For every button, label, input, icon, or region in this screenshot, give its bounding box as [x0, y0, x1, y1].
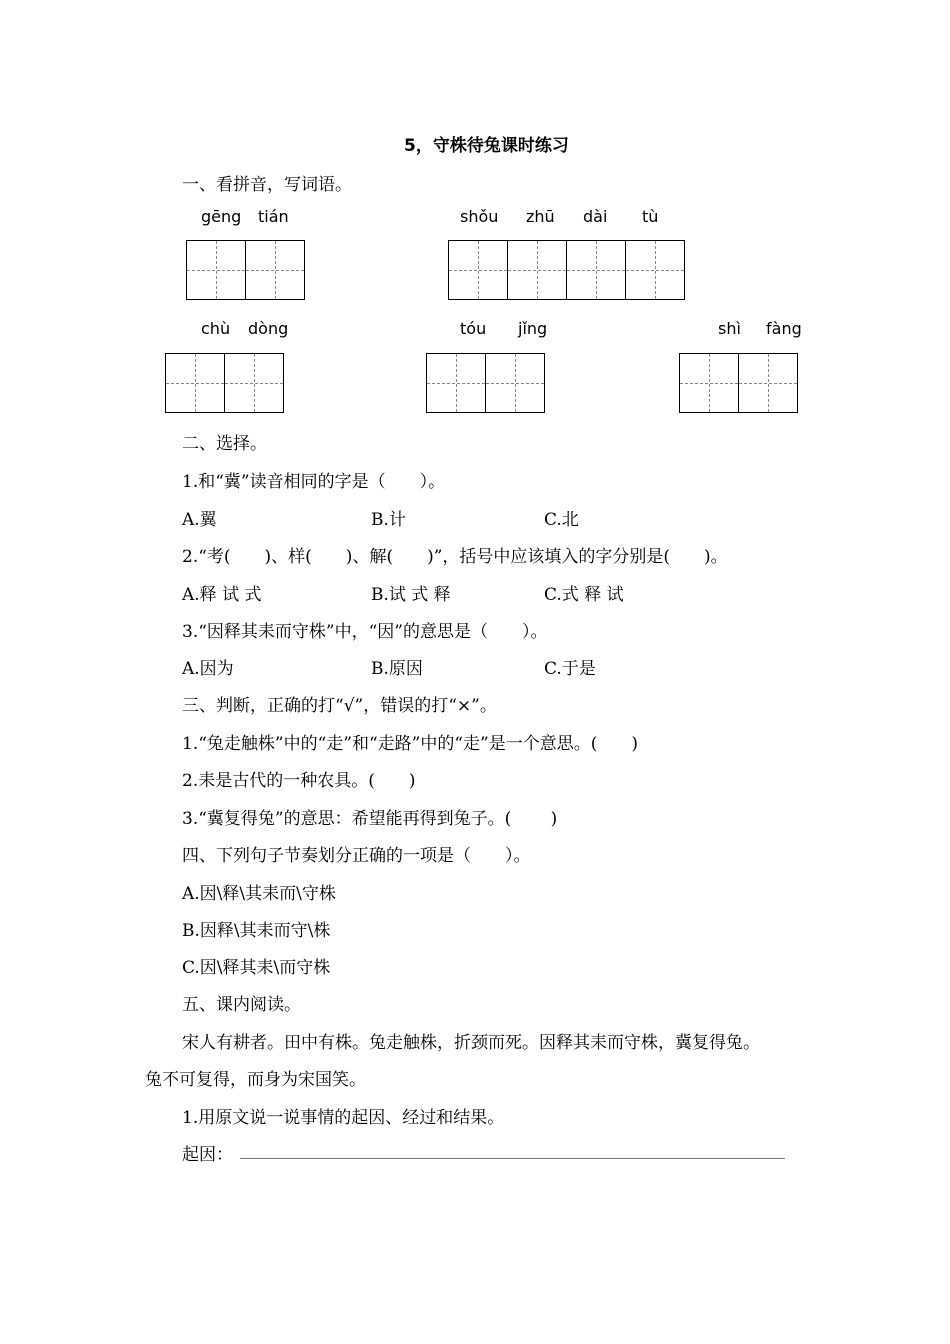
option[interactable]: C.北 [544, 510, 579, 530]
writing-cell[interactable] [625, 240, 685, 300]
writing-cell[interactable] [448, 240, 508, 300]
pinyin-label: dòng [248, 319, 289, 338]
option[interactable]: B.因释\其耒而守\株 [182, 921, 331, 941]
pinyin-label: dài [583, 207, 608, 226]
writing-cell[interactable] [507, 240, 567, 300]
judgment-item: 1.“兔走触株”中的“走”和“走路”中的“走”是一个意思。( ) [182, 734, 639, 754]
option[interactable]: A.因为 [182, 659, 234, 679]
writing-cell[interactable] [738, 353, 798, 413]
writing-grid [186, 240, 305, 300]
pinyin-label: tóu [460, 319, 487, 338]
option[interactable]: B.计 [371, 510, 406, 530]
question-text: 2.“考( )、样( )、解( )”，括号中应该填入的字分别是( )。 [182, 547, 728, 567]
question-text: 1.用原文说一说事情的起因、经过和结果。 [182, 1108, 505, 1128]
writing-cell[interactable] [245, 240, 305, 300]
pinyin-label: jǐng [518, 319, 548, 338]
pinyin-label: chù [201, 319, 231, 338]
writing-cell[interactable] [679, 353, 739, 413]
writing-cell[interactable] [186, 240, 246, 300]
writing-cell[interactable] [165, 353, 225, 413]
pinyin-label: shǒu [460, 207, 499, 226]
writing-grid [426, 353, 545, 413]
judgment-item: 3.“冀复得兔”的意思：希望能再得到兔子。( ) [182, 809, 558, 829]
section2-heading: 二、选择。 [182, 434, 267, 454]
writing-cell[interactable] [485, 353, 545, 413]
answer-line[interactable] [240, 1158, 785, 1159]
section1-heading: 一、看拼音，写词语。 [182, 175, 352, 195]
pinyin-label: tù [642, 207, 659, 226]
question-text: 3.“因释其耒而守株”中，“因”的意思是（ ）。 [182, 622, 548, 642]
writing-cell[interactable] [566, 240, 626, 300]
option[interactable]: C.因\释其耒\而守株 [182, 958, 331, 978]
passage-text: 兔不可复得，而身为宋国笑。 [145, 1070, 366, 1090]
question-text: 1.和“冀”读音相同的字是（ ）。 [182, 472, 446, 492]
option[interactable]: C.于是 [544, 659, 596, 679]
option[interactable]: B.原因 [371, 659, 423, 679]
pinyin-label: tián [258, 207, 289, 226]
option[interactable]: C.式 释 试 [544, 585, 624, 605]
pinyin-label: zhū [526, 207, 555, 226]
section3-heading: 三、判断，正确的打“√”，错误的打“×”。 [182, 696, 497, 716]
writing-grid [165, 353, 284, 413]
option[interactable]: A.翼 [182, 510, 217, 530]
writing-grid [679, 353, 798, 413]
writing-cell[interactable] [224, 353, 284, 413]
writing-cell[interactable] [426, 353, 486, 413]
writing-grid [448, 240, 685, 300]
page-title: 5，守株待兔课时练习 [404, 136, 569, 156]
pinyin-label: shì [718, 319, 741, 338]
answer-label: 起因： [182, 1145, 233, 1165]
judgment-item: 2.耒是古代的一种农具。( ) [182, 771, 416, 791]
section4-heading: 四、下列句子节奏划分正确的一项是（ ）。 [182, 846, 531, 866]
section5-heading: 五、课内阅读。 [182, 995, 301, 1015]
option[interactable]: A.释 试 式 [182, 585, 262, 605]
pinyin-label: gēng [201, 207, 242, 226]
option[interactable]: B.试 式 释 [371, 585, 451, 605]
passage-text: 宋人有耕者。田中有株。兔走触株，折颈而死。因释其耒而守株，冀复得兔。 [182, 1033, 760, 1053]
option[interactable]: A.因\释\其耒而\守株 [182, 884, 336, 904]
pinyin-label: fàng [766, 319, 802, 338]
